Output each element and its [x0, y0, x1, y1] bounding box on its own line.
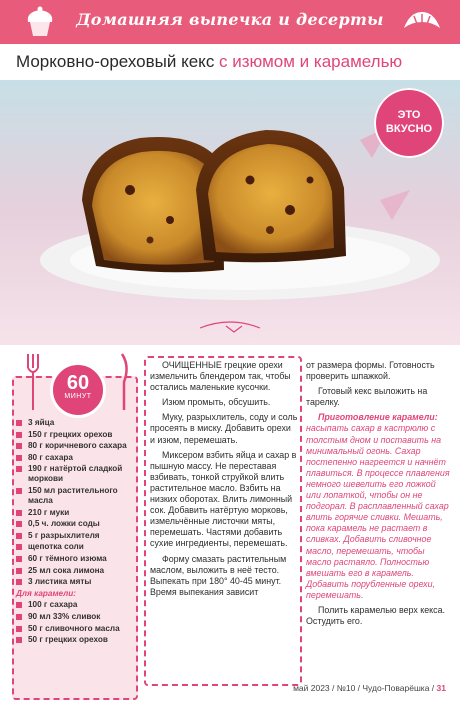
section-title: Домашняя выпечка и десерты	[76, 10, 384, 29]
knife-icon	[114, 352, 132, 412]
method-paragraph: Форму смазать растительным маслом, выложить в неё тесто. Выпекать при 180° 40-45 минут. Время выпекания зависит	[150, 553, 287, 597]
ingredient-item: 210 г муки	[16, 508, 134, 518]
ingredient-item: щепотка соли	[16, 542, 134, 552]
method-paragraph: Муку, разрыхлитель, соду и соль просеять в миску. Добавить орехи и изюм, перемешать.	[150, 412, 298, 445]
caramel-method	[306, 412, 450, 601]
issue-info: май 2023 / №10 / Чудо-Поварёшка /	[293, 683, 437, 693]
ingredient-item: 150 г грецких орехов	[16, 430, 134, 440]
method-column-1	[150, 360, 298, 602]
time-unit: МИНУТ	[64, 393, 92, 400]
ingredients-list	[16, 418, 134, 647]
caramel-prep-label: Приготовление карамели:	[318, 412, 438, 423]
fork-icon	[24, 352, 42, 412]
ingredient-item: 3 листика мяты	[16, 577, 134, 587]
method-paragraph: Изюм промыть, обсушить.	[162, 397, 271, 408]
ingredient-item: 3 яйца	[16, 418, 134, 428]
ingredient-item: 25 мл сока лимона	[16, 566, 134, 576]
recipe-title	[16, 52, 456, 72]
caramel-heading: Для карамели:	[16, 588, 76, 598]
ingredient-item: 0,5 ч. ложки соды	[16, 519, 134, 529]
page-number: 31	[436, 683, 446, 693]
ingredient-item: 80 г сахара	[16, 453, 134, 463]
method-paragraph: Готовый кекс выложить на тарелку.	[306, 386, 428, 408]
ingredient-item: 150 мл растительного масла	[16, 486, 134, 506]
cooking-time	[50, 362, 106, 418]
ingredient-item: 80 г коричневого сахара	[16, 441, 134, 451]
badge-line2: ВКУСНО	[385, 123, 433, 135]
cupcake-icon	[20, 4, 60, 40]
method-paragraph: Полить карамелью верх кекса. Остудить его.	[306, 604, 445, 627]
method-paragraph: ОЧИЩЕННЫЕ грецкие орехи измельчить блендером так, чтобы остались маленькие кусочки.	[150, 360, 291, 393]
method-paragraph: Миксером взбить яйца и сахар в пышную массу. Не переставая взбивать, тонкой струйкой влить растительное масло. Взбить на низких оборотах. Влить лимонный сок. Добавить натёртую морковь, измельчённые листочки мяты, перемешать. Частями добавить сухие ингредиенты, перемешать.	[150, 449, 297, 549]
tasty-badge	[374, 88, 444, 158]
recipe-title-highlight: с изюмом и карамелью	[219, 52, 403, 71]
caramel-ingredient-item: 50 г грецких орехов	[16, 635, 134, 645]
method-paragraph: от размера формы. Готовность проверить шпажкой.	[306, 360, 435, 382]
method-column-2	[306, 360, 450, 631]
ingredient-item: 5 г разрыхлителя	[16, 531, 134, 541]
caramel-ingredient-item: 50 г сливочного масла	[16, 624, 134, 634]
caramel-ingredient-item: 90 мл 33% сливок	[16, 612, 134, 622]
caramel-prep-text: насыпать сахар в кастрюлю с толстым дном и поставить на минимальный огонь. Сахар постепенно нагреется и начнёт плавиться. В процессе плавления немного шевелить его ложкой или лопаткой, чтобы он не подгорал. В расплавленный сахар влить горячие сливки. Мешать, пока карамель не растает в сливках. Добавить сливочное масло, перемешать, чтобы масло растаяло. Полностью вмешать его в карамель. Добавить порубленные орехи, перемешать.	[306, 423, 450, 600]
page-footer	[293, 683, 446, 693]
caramel-ingredient-item: 100 г сахара	[16, 600, 134, 610]
ingredient-item: 60 г тёмного изюма	[16, 554, 134, 564]
time-value: 60	[66, 372, 90, 394]
croissant-icon	[400, 6, 444, 38]
ingredient-item: 190 г натёртой сладкой моркови	[16, 464, 134, 484]
section-header	[0, 0, 460, 44]
badge-line1: ЭТО	[397, 109, 421, 121]
recipe-title-main: Морковно-ореховый кекс	[16, 52, 220, 71]
